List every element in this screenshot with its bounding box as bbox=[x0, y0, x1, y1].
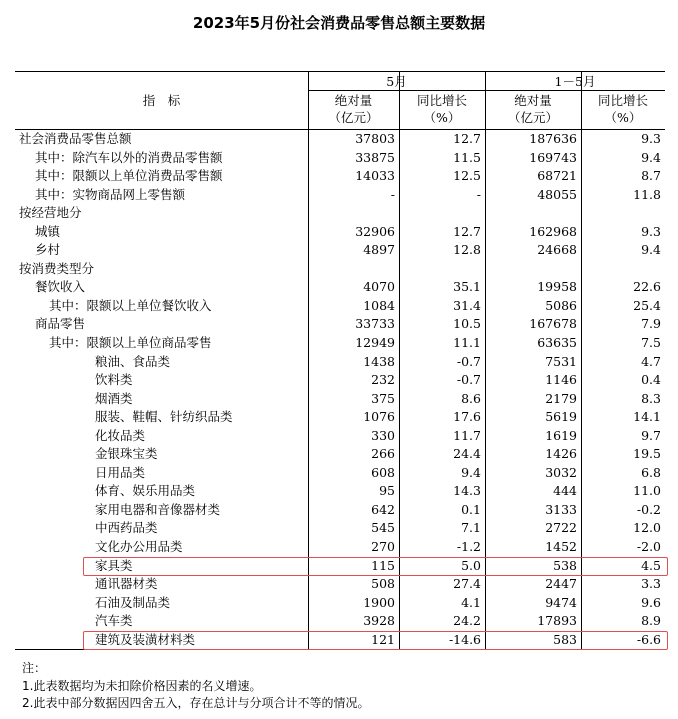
cell-may-yoy: 9.4 bbox=[461, 464, 481, 480]
table-row bbox=[15, 631, 665, 650]
table-row bbox=[15, 557, 665, 576]
cell-ytd-yoy: 11.8 bbox=[633, 186, 661, 202]
cell-may-yoy: 11.7 bbox=[453, 427, 481, 443]
table-row bbox=[15, 186, 665, 205]
cell-ytd: 444 bbox=[553, 483, 577, 499]
may-abs-header: 绝对量 （亿元） bbox=[328, 93, 379, 125]
cell-may: 4897 bbox=[363, 242, 395, 258]
cell-may: 121 bbox=[371, 631, 395, 647]
cell-may: 32906 bbox=[355, 223, 395, 239]
row-label: 饮料类 bbox=[95, 372, 133, 388]
cell-ytd-yoy: -0.2 bbox=[636, 501, 661, 517]
cell-may-yoy: 11.1 bbox=[453, 335, 481, 351]
cell-may-yoy: 8.6 bbox=[461, 390, 481, 406]
row-label: 按消费类型分 bbox=[19, 260, 95, 276]
row-label: 石油及制品类 bbox=[95, 594, 171, 610]
cell-may-yoy: 24.4 bbox=[453, 446, 481, 462]
cell-may: 1900 bbox=[363, 594, 395, 610]
cell-may-yoy: -1.2 bbox=[456, 539, 481, 555]
cell-ytd-yoy: 3.3 bbox=[641, 576, 661, 592]
cell-may-yoy: -0.7 bbox=[456, 353, 481, 369]
row-label: 金银珠宝类 bbox=[95, 446, 158, 462]
cell-ytd-yoy: 9.3 bbox=[641, 131, 661, 146]
cell-ytd-yoy: 14.1 bbox=[633, 409, 661, 425]
row-label: 按经营地分 bbox=[19, 205, 82, 221]
ytd-yoy-header: 同比增长 （%） bbox=[597, 93, 648, 125]
table-row bbox=[15, 612, 665, 631]
cell-ytd: 1452 bbox=[545, 539, 577, 555]
cell-may-yoy: 12.8 bbox=[453, 242, 481, 258]
cell-ytd-yoy: 6.8 bbox=[641, 464, 661, 480]
row-label: 汽车类 bbox=[95, 613, 133, 629]
cell-ytd-yoy: 9.3 bbox=[641, 223, 661, 239]
table-row bbox=[15, 167, 665, 186]
row-label: 体育、娱乐用品类 bbox=[95, 483, 196, 499]
cell-may: 115 bbox=[371, 557, 395, 573]
table-row bbox=[15, 130, 665, 149]
cell-may-yoy: 0.1 bbox=[461, 501, 481, 517]
cell-ytd-yoy: 4.5 bbox=[641, 557, 661, 573]
cell-ytd: 63635 bbox=[537, 335, 577, 351]
row-label: 粮油、食品类 bbox=[95, 353, 171, 369]
table-row bbox=[15, 445, 665, 464]
cell-ytd: 583 bbox=[553, 631, 577, 647]
cell-may-yoy: 17.6 bbox=[453, 409, 481, 425]
table-row bbox=[15, 315, 665, 334]
cell-may: 270 bbox=[371, 539, 395, 555]
row-label: 化妆品类 bbox=[95, 427, 146, 443]
row-label: 乡村 bbox=[35, 242, 61, 258]
note-2: 2.此表中部分数据因四舍五入，存在总计与分项合计不等的情况。 bbox=[22, 696, 370, 710]
row-label: 商品零售 bbox=[35, 316, 86, 332]
cell-ytd: 9474 bbox=[545, 594, 577, 610]
cell-ytd: 2722 bbox=[545, 520, 577, 536]
cell-may-yoy: -0.7 bbox=[456, 372, 481, 388]
cell-may: - bbox=[390, 186, 395, 202]
cell-may-yoy: - bbox=[476, 186, 481, 202]
cell-may-yoy: 27.4 bbox=[453, 576, 481, 592]
cell-may-yoy: 5.0 bbox=[461, 557, 481, 573]
cell-ytd: 48055 bbox=[537, 186, 577, 202]
cell-may: 232 bbox=[371, 372, 395, 388]
table-row bbox=[15, 408, 665, 427]
table-row bbox=[15, 260, 665, 279]
cell-ytd-yoy: 8.3 bbox=[641, 390, 661, 406]
cell-ytd: 1619 bbox=[545, 427, 577, 443]
table-row bbox=[15, 575, 665, 594]
may-group-header: 5月 bbox=[386, 74, 407, 89]
row-label: 建筑及装潢材料类 bbox=[95, 631, 196, 647]
cell-ytd: 1426 bbox=[545, 446, 577, 462]
cell-may: 33875 bbox=[355, 149, 395, 165]
cell-ytd-yoy: 9.4 bbox=[641, 242, 661, 258]
table-row bbox=[15, 278, 665, 297]
table-row bbox=[15, 204, 665, 223]
row-label: 其中：限额以上单位消费品零售额 bbox=[35, 168, 223, 184]
row-label: 城镇 bbox=[35, 223, 61, 239]
cell-may: 4070 bbox=[363, 279, 395, 295]
indicator-header: 指 标 bbox=[142, 93, 181, 108]
cell-ytd: 167678 bbox=[529, 316, 577, 332]
row-label: 家用电器和音像器材类 bbox=[95, 501, 221, 517]
table-row bbox=[15, 390, 665, 409]
row-label: 其中：限额以上单位商品零售 bbox=[49, 335, 212, 351]
cell-ytd-yoy: 9.6 bbox=[641, 594, 661, 610]
table-row bbox=[15, 594, 665, 613]
cell-ytd-yoy: 9.7 bbox=[641, 427, 661, 443]
cell-ytd: 169743 bbox=[529, 149, 577, 165]
cell-ytd: 3032 bbox=[545, 464, 577, 480]
cell-may-yoy: 10.5 bbox=[453, 316, 481, 332]
table-row bbox=[15, 241, 665, 260]
cell-may: 330 bbox=[371, 427, 395, 443]
row-label: 其中：除汽车以外的消费品零售额 bbox=[35, 149, 223, 165]
row-label: 中西药品类 bbox=[95, 520, 158, 536]
row-label: 服装、鞋帽、针纺织品类 bbox=[95, 409, 233, 425]
cell-may: 3928 bbox=[363, 613, 395, 629]
row-label: 通讯器材类 bbox=[95, 576, 158, 592]
row-label: 社会消费品零售总额 bbox=[19, 131, 132, 146]
cell-may-yoy: 12.5 bbox=[453, 168, 481, 184]
cell-ytd-yoy: 11.0 bbox=[633, 483, 661, 499]
cell-may: 508 bbox=[371, 576, 395, 592]
row-label: 日用品类 bbox=[95, 464, 146, 480]
cell-may: 545 bbox=[371, 520, 395, 536]
cell-may: 642 bbox=[371, 501, 395, 517]
cell-ytd-yoy: 8.9 bbox=[641, 613, 661, 629]
cell-ytd-yoy: -6.6 bbox=[636, 631, 661, 647]
notes-head: 注： bbox=[22, 661, 47, 675]
cell-may: 1076 bbox=[363, 409, 395, 425]
cell-ytd-yoy: 12.0 bbox=[633, 520, 661, 536]
row-label: 餐饮收入 bbox=[35, 279, 86, 295]
cell-may-yoy: 14.3 bbox=[453, 483, 481, 499]
cell-may-yoy: 24.2 bbox=[453, 613, 481, 629]
cell-may: 12949 bbox=[355, 335, 395, 351]
cell-ytd: 1146 bbox=[545, 372, 577, 388]
may-yoy-header: 同比增长 （%） bbox=[416, 93, 467, 125]
page-title: 2023年5月份社会消费品零售总额主要数据 bbox=[192, 14, 486, 32]
cell-ytd-yoy: 9.4 bbox=[641, 149, 661, 165]
cell-may-yoy: 12.7 bbox=[453, 223, 481, 239]
row-label: 其中：限额以上单位餐饮收入 bbox=[49, 297, 212, 313]
table-row bbox=[15, 297, 665, 316]
cell-ytd: 162968 bbox=[529, 223, 577, 239]
cell-ytd: 19958 bbox=[537, 279, 577, 295]
note-1: 1.此表数据均为未扣除价格因素的名义增速。 bbox=[22, 678, 262, 693]
cell-ytd: 17893 bbox=[537, 613, 577, 629]
cell-may: 266 bbox=[371, 446, 395, 462]
cell-ytd: 7531 bbox=[545, 353, 577, 369]
cell-ytd: 5086 bbox=[545, 297, 577, 313]
table-row bbox=[15, 427, 665, 446]
cell-ytd: 68721 bbox=[537, 168, 577, 184]
table-row bbox=[15, 464, 665, 483]
cell-ytd: 2179 bbox=[545, 390, 577, 406]
cell-ytd-yoy: 8.7 bbox=[641, 168, 661, 184]
table-row bbox=[15, 519, 665, 538]
table-row bbox=[15, 149, 665, 168]
row-label: 文化办公用品类 bbox=[95, 539, 183, 555]
table-row bbox=[15, 334, 665, 353]
row-label: 家具类 bbox=[95, 557, 133, 573]
cell-may: 33733 bbox=[355, 316, 395, 332]
cell-ytd-yoy: 4.7 bbox=[641, 353, 661, 369]
cell-may: 95 bbox=[379, 483, 395, 499]
cell-may-yoy: 11.5 bbox=[453, 149, 481, 165]
cell-may-yoy: 31.4 bbox=[453, 297, 481, 313]
cell-may-yoy: 7.1 bbox=[461, 520, 481, 536]
table-row bbox=[15, 538, 665, 557]
cell-ytd: 187636 bbox=[529, 131, 577, 146]
cell-ytd: 2447 bbox=[545, 576, 577, 592]
table-row bbox=[15, 353, 665, 372]
cell-may: 1438 bbox=[363, 353, 395, 369]
cell-may-yoy: 35.1 bbox=[453, 279, 481, 295]
ytd-group-header: 1－5月 bbox=[554, 74, 596, 89]
highlight-box bbox=[83, 557, 668, 577]
cell-ytd-yoy: 22.6 bbox=[633, 279, 661, 295]
cell-may-yoy: -14.6 bbox=[448, 631, 481, 647]
cell-ytd-yoy: 19.5 bbox=[633, 446, 661, 462]
cell-ytd-yoy: 7.9 bbox=[641, 316, 661, 332]
cell-may: 1084 bbox=[363, 297, 395, 313]
cell-ytd: 24668 bbox=[537, 242, 577, 258]
ytd-abs-header: 绝对量 （亿元） bbox=[507, 93, 558, 125]
table-row bbox=[15, 223, 665, 242]
row-label: 其中：实物商品网上零售额 bbox=[35, 186, 186, 202]
cell-may: 375 bbox=[371, 390, 395, 406]
highlight-box bbox=[83, 631, 668, 651]
cell-ytd-yoy: 25.4 bbox=[633, 297, 661, 313]
cell-may: 14033 bbox=[355, 168, 395, 184]
row-label: 烟酒类 bbox=[95, 390, 133, 406]
cell-may-yoy: 4.1 bbox=[461, 594, 481, 610]
cell-may: 608 bbox=[371, 464, 395, 480]
table-row bbox=[15, 371, 665, 390]
table-body bbox=[15, 130, 665, 650]
cell-ytd-yoy: 7.5 bbox=[641, 335, 661, 351]
cell-may: 37803 bbox=[355, 131, 395, 146]
footnotes bbox=[22, 660, 369, 713]
cell-ytd: 538 bbox=[553, 557, 577, 573]
cell-may-yoy: 12.7 bbox=[453, 131, 481, 146]
cell-ytd-yoy: 0.4 bbox=[641, 372, 661, 388]
data-table bbox=[15, 71, 665, 650]
table-row bbox=[15, 501, 665, 520]
cell-ytd: 5619 bbox=[545, 409, 577, 425]
cell-ytd-yoy: -2.0 bbox=[636, 539, 661, 555]
cell-ytd: 3133 bbox=[545, 501, 577, 517]
table-header bbox=[15, 71, 665, 130]
table-row bbox=[15, 482, 665, 501]
